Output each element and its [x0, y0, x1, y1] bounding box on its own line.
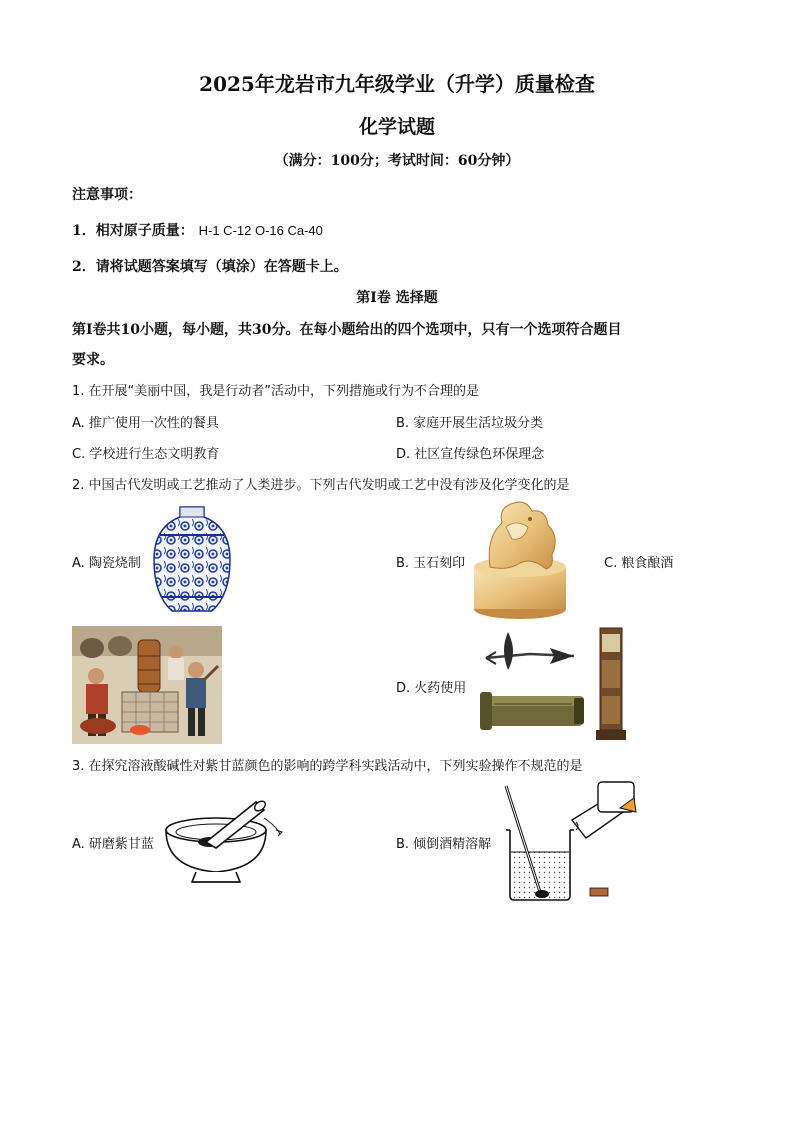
- notes-item-1-label: 1．相对原子质量：: [72, 223, 194, 239]
- porcelain-vase-image: [150, 505, 234, 615]
- q1-option-d: D. 社区宣传绿色环保理念: [396, 447, 545, 462]
- exam-info: （满分：100分；考试时间：60分钟）: [274, 153, 520, 169]
- gunpowder-weapons-image: [478, 626, 628, 744]
- notes-item-1: [72, 220, 323, 240]
- page-title: 2025年龙岩市九年级学业（升学）质量检查: [199, 72, 595, 96]
- mortar-pestle-image: [160, 796, 284, 888]
- q1-option-c: C. 学校进行生态文明教育: [72, 447, 220, 462]
- q2-option-b: B. 玉石刻印: [396, 556, 466, 571]
- notes-item-1-value: H-1 C-12 O-16 Ca-40: [198, 223, 323, 238]
- q3-option-a: A. 研磨紫甘蓝: [72, 837, 154, 852]
- section-title: 第Ⅰ卷 选择题: [356, 290, 438, 306]
- subject-title: 化学试题: [358, 116, 435, 138]
- section-instructions-line2: 要求。: [72, 352, 114, 368]
- q3-stem: 3. 在探究溶液酸碱性对紫甘蓝颜色的影响的跨学科实践活动中，下列实验操作不规范的是: [72, 759, 583, 774]
- q1-option-a: A. 推广使用一次性的餐具: [72, 416, 219, 431]
- notes-item-2: 2．请将试题答案填写（填涂）在答题卡上。: [72, 259, 348, 275]
- notes-heading: 注意事项：: [72, 187, 142, 203]
- q3-option-b: B. 倾倒酒精溶解: [396, 837, 492, 852]
- q2-stem: 2. 中国古代发明或工艺推动了人类进步。下列古代发明或工艺中没有涉及化学变化的是: [72, 478, 570, 493]
- q1-option-b: B. 家庭开展生活垃圾分类: [396, 416, 544, 431]
- wine-brewing-image: [72, 626, 222, 744]
- q2-option-c: C. 粮食酿酒: [604, 556, 674, 571]
- q1-stem: 1. 在开展“美丽中国，我是行动者”活动中，下列措施或行为不合理的是: [72, 384, 480, 399]
- q2-option-a: A. 陶瓷烧制: [72, 556, 141, 571]
- q2-option-d: D. 火药使用: [396, 681, 467, 696]
- section-instructions-line1: 第Ⅰ卷共10小题，每小题，共30分。在每小题给出的四个选项中，只有一个选项符合题目: [72, 322, 622, 338]
- pouring-alcohol-image: [502, 780, 642, 904]
- jade-seal-image: [472, 497, 568, 621]
